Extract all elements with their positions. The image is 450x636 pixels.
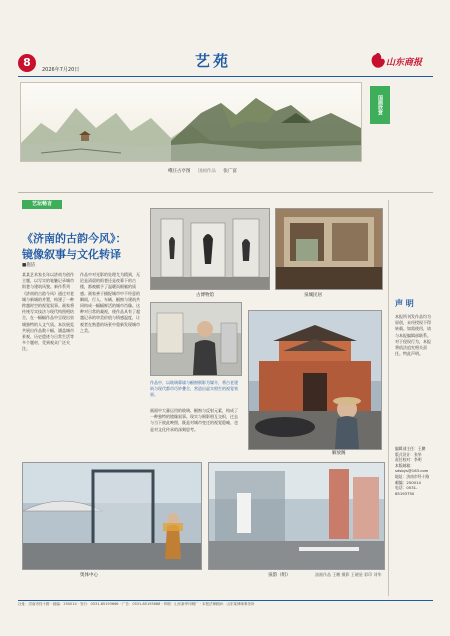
issue-date: 2026年7月20日: [42, 67, 80, 73]
logo-text: 山东商报: [386, 58, 423, 68]
city-street-image: [209, 463, 384, 569]
section-divider: [18, 192, 433, 193]
olympic-center-image: [23, 463, 201, 569]
newspaper-logo: [368, 50, 430, 72]
declaration-body: 本报所刊发作品均为原创，未经授权不得转载。如需使用，请与本报编辑部联系。对于侵权行为，本报将依法追究相关责任。特此声明。: [395, 314, 431, 357]
photo-museum: [150, 208, 270, 290]
article-column-2: 作品中对光影的处理尤为精到，无论是清晨的街巷还是夜幕下的古楼，都被赋予了温暖而细腻的质感。画家善于捕捉城市中不经意的瞬间，行人、车辆、橱窗与建筑共同构成一幅幅鲜活的城市肖像。这种对日常的凝视，使作品具有了超越记录的审美价值与情感温度，让观者在熟悉的场景中重新发现城市之美。: [80, 272, 140, 333]
info-line: 本版邮箱：: [395, 462, 414, 468]
info-line: 责任校对：李明: [395, 457, 422, 463]
landscape-painting: [20, 82, 362, 162]
info-line: 地址：济南市经十路: [395, 473, 430, 479]
photo-credits: 油画作品 王鹏 摄影 王晓星 彩印 刘华: [315, 572, 382, 577]
photo-caption-olympic: 奥体中心: [80, 573, 98, 578]
photo-olympic-center: [22, 462, 202, 570]
photo-caption-museum: 古博物馆: [196, 293, 214, 298]
photo-caption-jiefangge: 解放阁: [332, 451, 346, 456]
page-number-badge: 8: [18, 54, 36, 72]
pull-quote: 作品中，以玻璃幕墙与橱窗倒影为媒介，将古老建筑与现代都市巧妙叠合，营造出虚实相生的视觉效果。: [150, 380, 238, 398]
section-title: 艺苑: [195, 52, 232, 70]
photo-artist: [150, 302, 242, 376]
info-line: 版式设计：张华: [395, 451, 422, 457]
photo-caption-residence: 泉城民居: [304, 293, 322, 298]
feature-tag: 艺坛畅言: [22, 200, 62, 209]
painting-meta: 国画作品: [197, 169, 216, 174]
painting-title: 峨汪古亭图: [168, 169, 191, 174]
footer-rule: [18, 600, 433, 601]
editorial-info: [395, 446, 433, 496]
headline-line2: 镜像叙事与文化转译: [22, 248, 121, 261]
artist-portrait-image: [151, 303, 241, 375]
residence-image: [276, 209, 382, 289]
side-tag-guohua: 国画欣赏: [370, 86, 390, 124]
info-line: 电话：0531-85193750: [395, 485, 418, 496]
article-column-3: 画面中大量运用的玻璃、橱窗与反射元素，构成了一种独特的镜像叙事。现实与倒影相互交织，过去与当下彼此映照，既是对城市变迁的视觉隐喻，也是对文化传承的深刻思考。: [150, 408, 238, 432]
photo-residence: [275, 208, 383, 290]
mountain-landscape-image: [21, 83, 361, 161]
article-column-1: 某某艺术家长年以济南为创作主题，以写实的笔触记录城市街巷与建筑风貌。新作系列《济南的古韵今风》通过对老城与新城的并置，构建了一种跨越时空的视觉叙事。画家将传统写实技法与现代构图相结合，在一幅幅作品中呈现出泉城独特的人文气质。本次展览共展出作品数十幅，涵盖城市景观、历史遗迹与日常生活等多个题材，受到观众广泛关注。: [22, 272, 74, 352]
footer-text: 社址：济南市经十路 · 邮编：250014 · 发行：0531-85193666 · 广告：0531-85193888 · 印刷：山东新华印刷厂 · 本报法律顾问：山东某律师事务所: [18, 602, 255, 606]
info-line: 邮编：250014: [395, 479, 421, 485]
headline-line1: 《济南的古韵今风》：: [22, 232, 127, 245]
declaration-title: 声 明: [395, 298, 414, 308]
painting-caption: [168, 168, 237, 174]
photo-caption-quanyun: 泉韵（组）: [268, 573, 291, 578]
info-line: 编辑部主任：王鹏: [395, 446, 426, 451]
photo-quanyun: [208, 462, 385, 570]
info-line: sdsbys@163.com: [395, 468, 429, 474]
jiefangge-tower-image: [249, 311, 381, 449]
header-rule: [18, 76, 433, 77]
column-rule: [388, 200, 389, 596]
byline: ■施洁: [22, 263, 36, 268]
museum-interior-image: [151, 209, 269, 289]
painting-artist: 张广富: [223, 169, 237, 174]
photo-jiefangge: [248, 310, 382, 450]
rooster-logo-icon: [368, 50, 388, 72]
